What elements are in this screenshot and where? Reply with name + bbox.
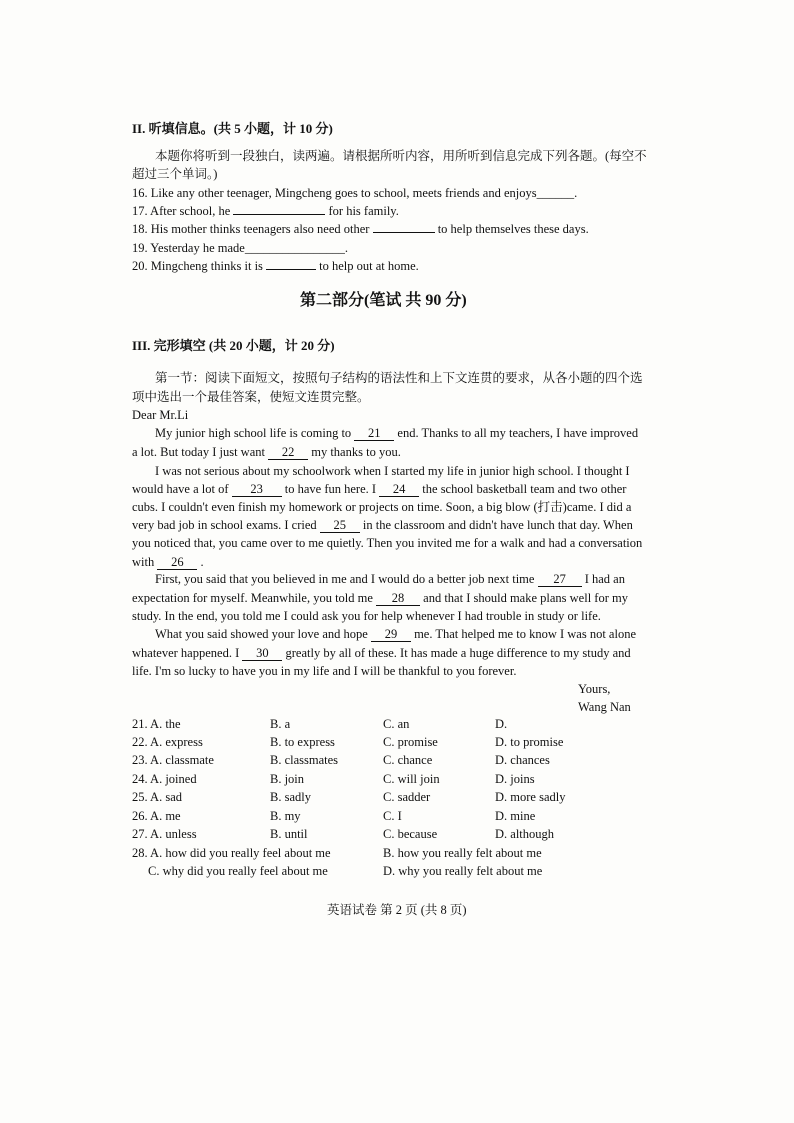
option-b[interactable]: B. classmates [270, 753, 339, 767]
option-a[interactable]: 26. A. me [132, 809, 181, 823]
option-b[interactable]: B. my [270, 809, 301, 823]
option-c[interactable]: C. I [383, 809, 402, 823]
listening-heading: II. 听填信息。(共 5 小题，计 10 分) [132, 121, 333, 136]
option-b[interactable]: B. join [270, 772, 305, 786]
blank-28: 28 [376, 591, 420, 606]
passage-line: whatever happened. I 30 greatly by all of these. It has made a huge difference to my study and [132, 646, 631, 660]
passage-line: First, you said that you believed in me and I would do a better job next time 27 I had an [155, 572, 625, 586]
passage-line: study. In the end, you told me I could ask you for help whenever I had trouble in study or life. [132, 609, 601, 623]
answer-blank[interactable] [233, 214, 325, 215]
question-19: 19. Yesterday he made________________. [132, 241, 348, 255]
option-d[interactable]: D. to promise [495, 735, 564, 749]
blank-29: 29 [371, 627, 411, 642]
option-a[interactable]: 21. A. the [132, 717, 181, 731]
option-c[interactable]: C. promise [383, 735, 438, 749]
option-b[interactable]: B. until [270, 827, 308, 841]
passage-line: What you said showed your love and hope 29 me. That helped me to know I was not alone [155, 627, 636, 641]
option-d[interactable]: D. chances [495, 753, 550, 767]
letter-salutation: Dear Mr.Li [132, 408, 189, 422]
option-b[interactable]: B. a [270, 717, 291, 731]
option-d[interactable]: D. although [495, 827, 555, 841]
blank-25: 25 [320, 518, 360, 533]
blank-21: 21 [354, 426, 394, 441]
passage-line: life. I'm so lucky to have you in my life and I will be thankful to you forever. [132, 664, 517, 678]
listening-intro: 本题你将听到一段独白，读两遍。请根据所听内容，用所听到信息完成下列各题。(每空不 [155, 149, 647, 163]
passage-line: with 26 . [132, 555, 204, 569]
letter-signature: Wang Nan [578, 700, 631, 714]
option-a[interactable]: 25. A. sad [132, 790, 182, 804]
option-a[interactable]: 23. A. classmate [132, 753, 214, 767]
answer-blank[interactable] [266, 269, 316, 270]
option-b[interactable]: B. how you really felt about me [383, 846, 542, 860]
option-b[interactable]: B. sadly [270, 790, 311, 804]
option-a[interactable]: 22. A. express [132, 735, 203, 749]
option-a[interactable]: 27. A. unless [132, 827, 197, 841]
option-d[interactable]: D. why you really felt about me [383, 864, 543, 878]
passage-line: would have a lot of 23 to have fun here. I 24 the school basketball team and two other [132, 482, 627, 496]
option-c[interactable]: C. will join [383, 772, 440, 786]
blank-30: 30 [242, 646, 282, 661]
listening-intro-cont: 超过三个单词。) [132, 167, 218, 181]
passage-line: My junior high school life is coming to 21 end. Thanks to all my teachers, I have improved [155, 426, 639, 440]
passage-line: you noticed that, you came over to me quietly. Then you invited me for a walk and had a conversation [132, 536, 643, 550]
blank-23: 23 [232, 482, 282, 497]
blank-26: 26 [157, 555, 197, 570]
passage-line: very bad job in school exams. I cried 25 in the classroom and didn't have lunch that day. When [132, 518, 633, 532]
option-b[interactable]: B. to express [270, 735, 335, 749]
option-c[interactable]: C. because [383, 827, 438, 841]
blank-22: 22 [268, 445, 308, 460]
blank-27: 27 [538, 572, 582, 587]
letter-closing: Yours, [578, 682, 611, 696]
blank-24: 24 [379, 482, 419, 497]
option-d[interactable]: D. [495, 717, 508, 731]
cloze-instructions: 第一节：阅读下面短文，按照句子结构的语法性和上下文连贯的要求，从各小题的四个选 [155, 371, 643, 385]
question-16: 16. Like any other teenager, Mingcheng goes to school, meets friends and enjoys______. [132, 186, 578, 200]
cloze-instructions-cont: 项中选出一个最佳答案，使短文连贯完整。 [132, 390, 370, 404]
option-d[interactable]: D. mine [495, 809, 536, 823]
passage-line: cubs. I couldn't even finish my homework or projects on time. Soon, a big blow (打击)came. I did a [132, 500, 632, 514]
passage-line: expectation for myself. Meanwhile, you told me 28 and that I should make plans well for my [132, 591, 628, 605]
option-c[interactable]: C. an [383, 717, 410, 731]
option-a[interactable]: 24. A. joined [132, 772, 197, 786]
question-18: 18. His mother thinks teenagers also need other to help themselves these days. [132, 222, 589, 236]
cloze-heading: III. 完形填空 (共 20 小题，计 20 分) [132, 338, 335, 353]
option-d[interactable]: D. joins [495, 772, 535, 786]
passage-line: a lot. But today I just want 22 my thanks to you. [132, 445, 401, 459]
answer-blank[interactable] [373, 232, 435, 233]
option-c[interactable]: C. chance [383, 753, 433, 767]
passage-line: I was not serious about my schoolwork when I started my life in junior high school. I thought I [155, 464, 630, 478]
option-d[interactable]: D. more sadly [495, 790, 566, 804]
question-17: 17. After school, he for his family. [132, 204, 399, 218]
option-a[interactable]: 28. A. how did you really feel about me [132, 846, 331, 860]
page-footer: 英语试卷 第 2 页 (共 8 页) [327, 903, 467, 917]
option-c[interactable]: C. sadder [383, 790, 431, 804]
part-two-title: 第二部分(笔试 共 90 分) [300, 292, 467, 309]
option-c[interactable]: C. why did you really feel about me [148, 864, 328, 878]
question-20: 20. Mingcheng thinks it is to help out at home. [132, 259, 419, 273]
